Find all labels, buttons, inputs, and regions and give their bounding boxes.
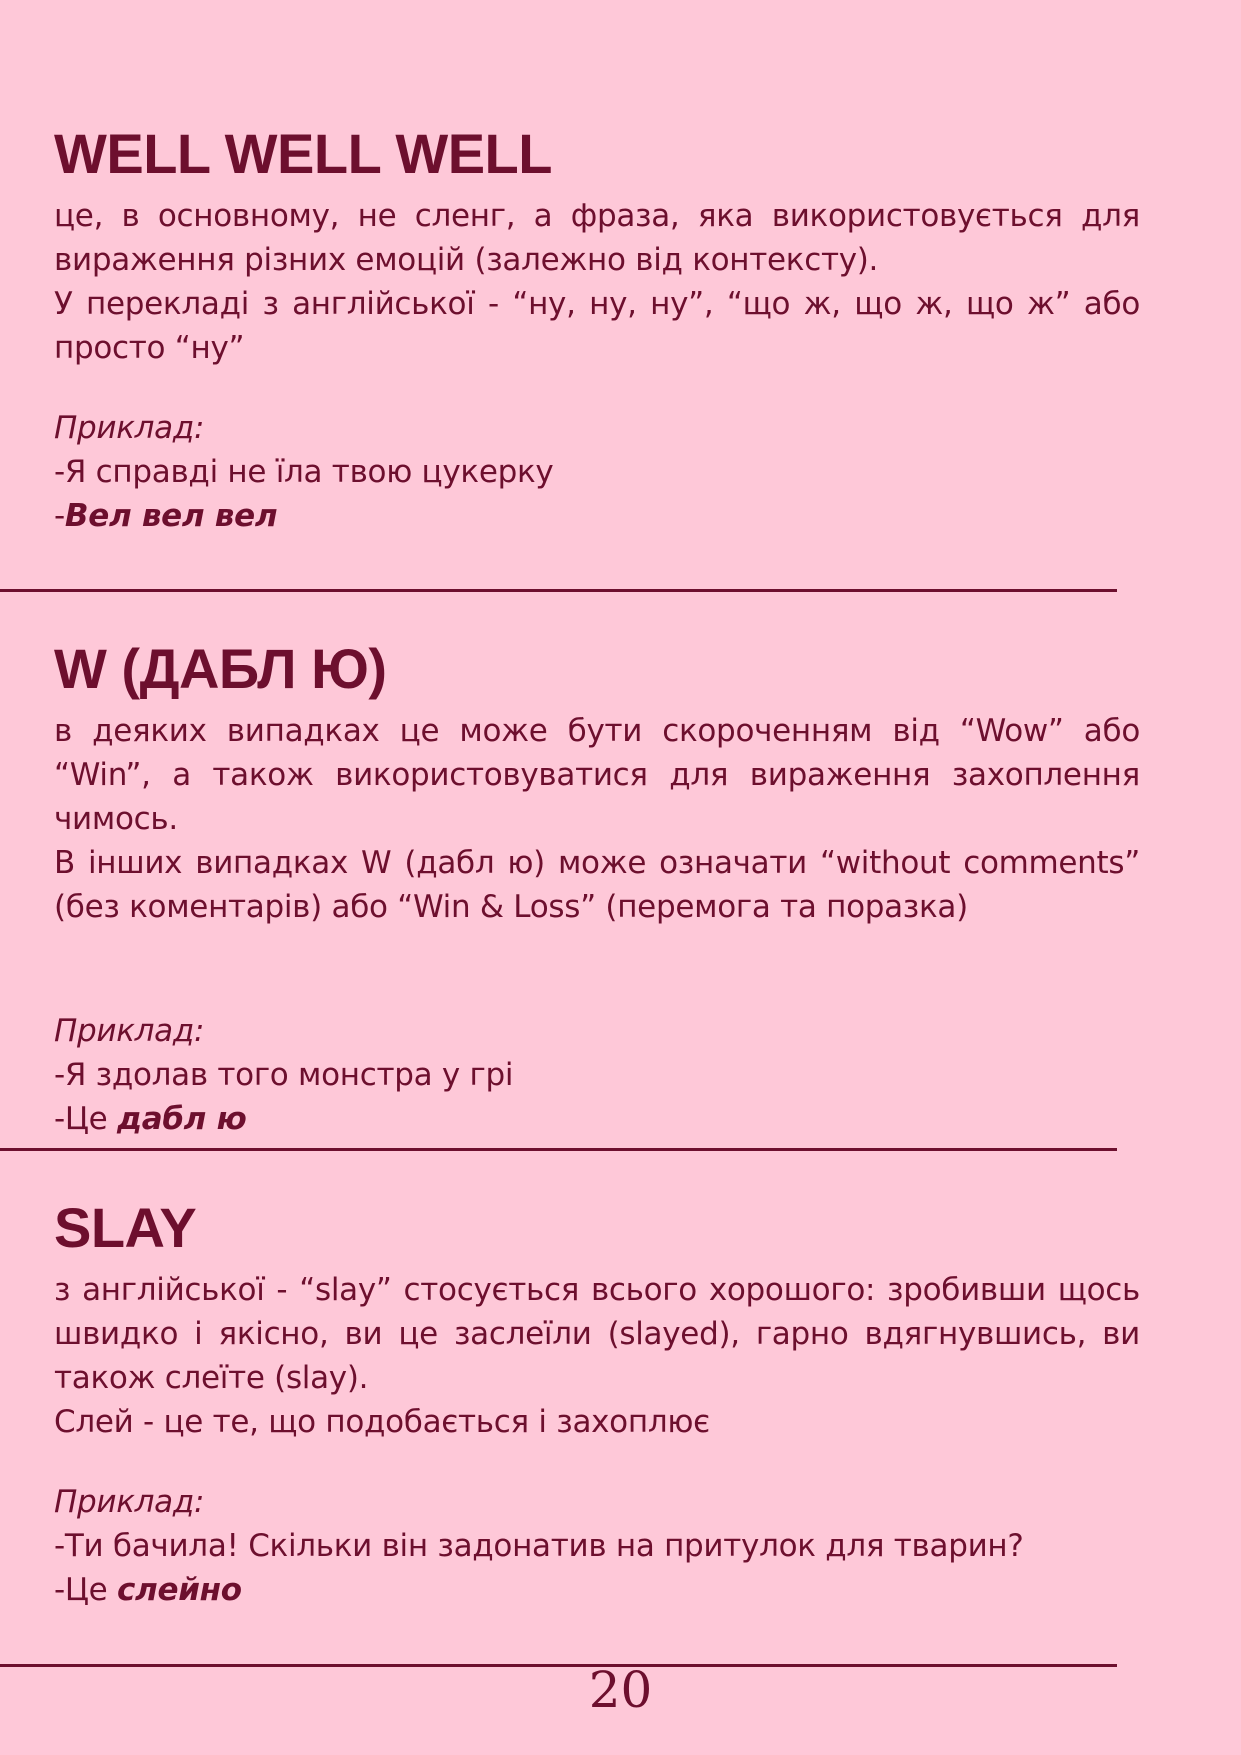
example-answer-prefix: -Це — [54, 1101, 117, 1137]
section-description: це, в основному, не сленг, а фраза, яка використовується для вираження різних емоцій (залежно від контексту). — [54, 198, 1140, 278]
section-title: SLAY — [54, 1196, 197, 1259]
section-translation: Слей - це те, що подобається і захоплює — [54, 1404, 710, 1440]
example-answer — [54, 1097, 1140, 1141]
page-number: 20 — [588, 1661, 653, 1719]
example-answer-emphasis: дабл ю — [116, 1101, 247, 1137]
example-line: -Ти бачила! Скільки він задонатив на притулок для тварин? — [54, 1528, 1024, 1564]
example-label: Приклад: — [54, 410, 205, 446]
section-title: W (ДАБЛ Ю) — [54, 637, 387, 700]
example-answer-emphasis: слейно — [116, 1572, 242, 1608]
section-translation: В інших випадках W (дабл ю) може означати “without comments” (без коментарів) або “Win & Loss” (перемога та поразка) — [54, 845, 1140, 925]
example-line: -Я справді не їла твою цукерку — [54, 454, 554, 490]
section-translation: У перекладі з англійської - “ну, ну, ну”, “що ж, що ж, що ж” або просто “ну” — [54, 286, 1140, 366]
example-answer — [54, 494, 1140, 538]
example-answer-emphasis: Вел вел вел — [64, 498, 278, 534]
example-label: Приклад: — [54, 1484, 205, 1520]
example-answer-prefix: -Це — [54, 1572, 117, 1608]
section-divider — [0, 1148, 1117, 1151]
example-answer-prefix: - — [54, 498, 65, 534]
section-description: з англійської - “slay” стосується всього хорошого: зробивши щось швидко і якісно, ви це заслеїли (slayed), гарно вдягнувшись, ви також слеїте (slay). — [54, 1272, 1140, 1396]
section-slay — [54, 1196, 1140, 1612]
section-description: в деяких випадках це може бути скороченням від “Wow” або “Win”, а також використовуватися для вираження захоплення чимось. — [54, 713, 1140, 837]
section-double-u — [54, 637, 1140, 1141]
section-well-well-well — [54, 122, 1140, 538]
example-label: Приклад: — [54, 1013, 205, 1049]
section-title: WELL WELL WELL — [54, 122, 552, 185]
example-line: -Я здолав того монстра у грі — [54, 1057, 514, 1093]
example-answer — [54, 1568, 1140, 1612]
section-divider — [0, 589, 1117, 592]
